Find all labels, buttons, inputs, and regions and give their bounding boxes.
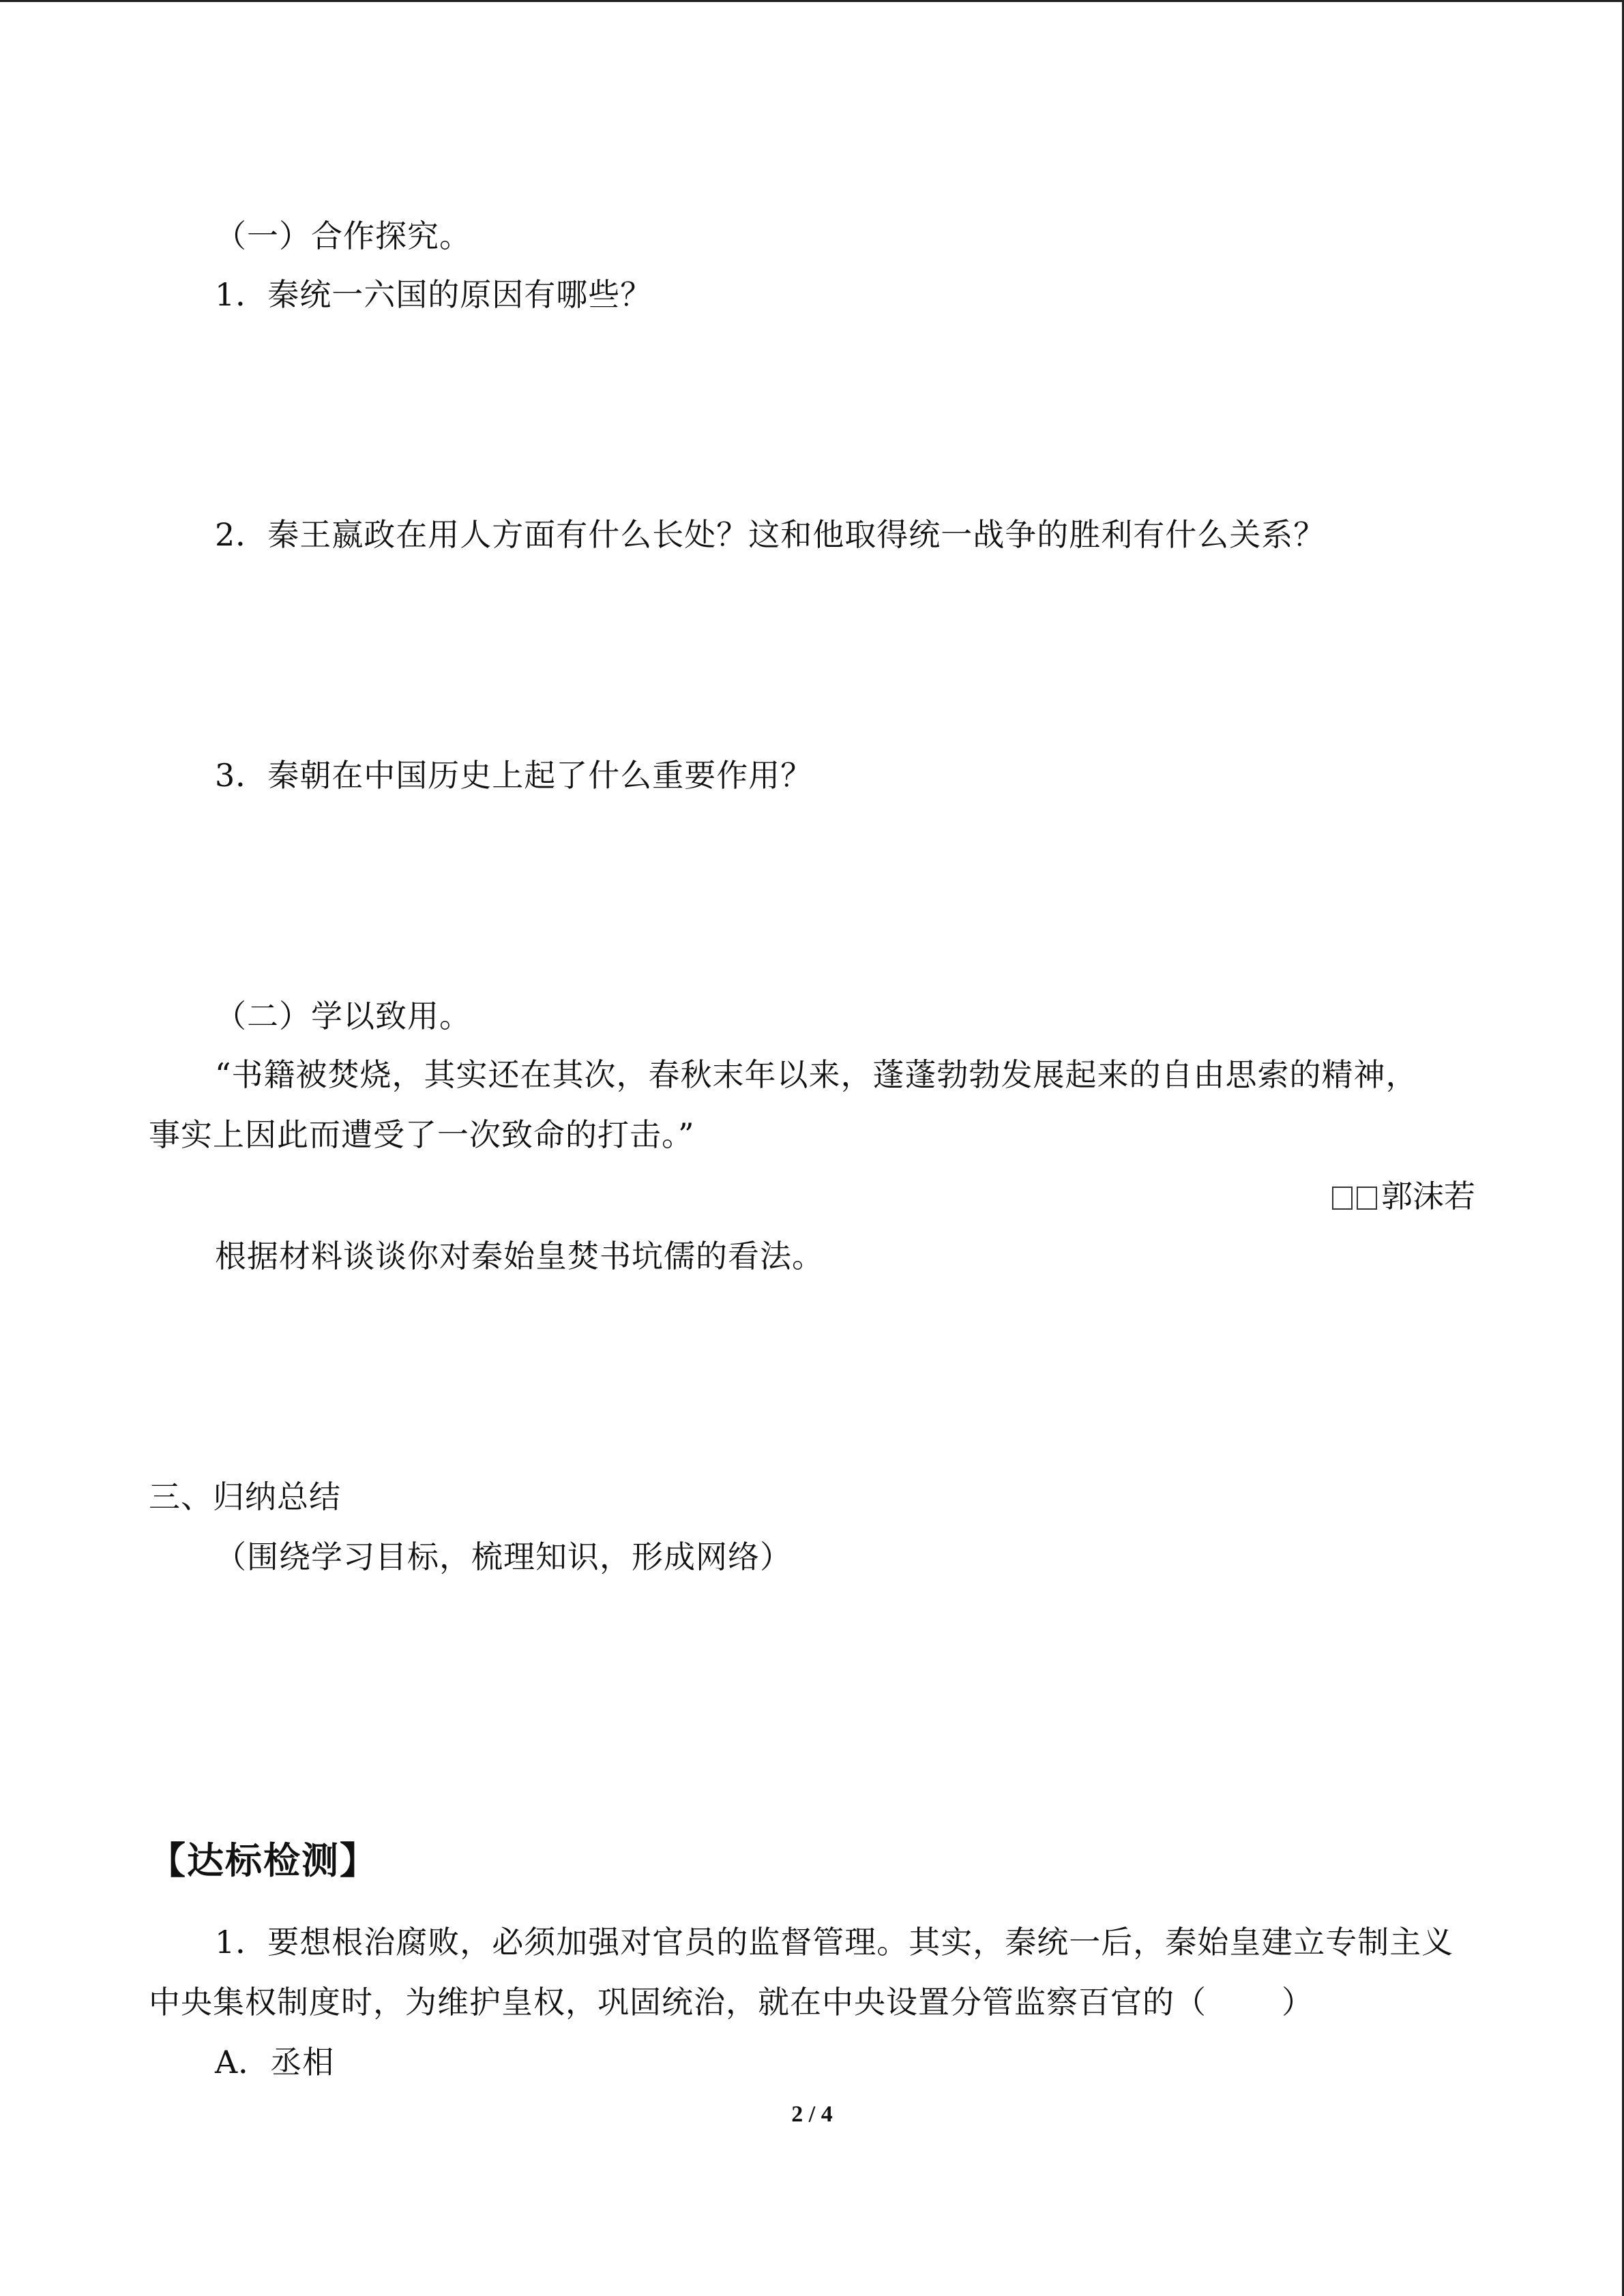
test-question-1-line-2 — [149, 1982, 1314, 2023]
option-a: A．丞相 — [215, 2044, 335, 2081]
test-heading: 【达标检测】 — [149, 1839, 378, 1882]
apply-prompt: 根据材料谈谈你对秦始皇焚书坑儒的看法。 — [215, 1238, 824, 1274]
apply-heading: （二）学以致用。 — [215, 998, 471, 1034]
test-question-1-line-1: 1．要想根治腐败，必须加强对官员的监督管理。其实，秦统一后，秦始皇建立专制主义 — [215, 1924, 1454, 1960]
quote-line-1: “书籍被焚烧，其实还在其次，春秋末年以来，蓬蓬勃勃发展起来的自由思索的精神， — [215, 1056, 1418, 1093]
question-stem-text: 中央集权制度时，为维护皇权，巩固统治，就在中央设置分管监察百官的（ — [149, 1984, 1207, 2021]
coop-question-1: 1．秦统一六国的原因有哪些？ — [215, 276, 653, 313]
attribution-name: 郭沫若 — [1381, 1178, 1475, 1214]
coop-question-3: 3．秦朝在中国历史上起了什么重要作用？ — [215, 757, 813, 794]
page-number: 2 / 4 — [791, 2102, 833, 2127]
coop-question-2: 2．秦王嬴政在用人方面有什么长处？这和他取得统一战争的胜利有什么关系？ — [215, 516, 1326, 553]
summary-heading: 三、归纳总结 — [149, 1478, 341, 1515]
coop-heading: （一）合作探究。 — [215, 218, 471, 254]
placeholder-box-icon — [1357, 1187, 1377, 1210]
closing-paren: ） — [1282, 1984, 1314, 2021]
quote-line-2: 事实上因此而遭受了一次致命的打击。” — [149, 1116, 695, 1153]
quote-attribution — [1332, 1176, 1475, 1217]
summary-note: （围绕学习目标，梳理知识，形成网络） — [215, 1538, 792, 1575]
placeholder-box-icon — [1332, 1187, 1353, 1210]
